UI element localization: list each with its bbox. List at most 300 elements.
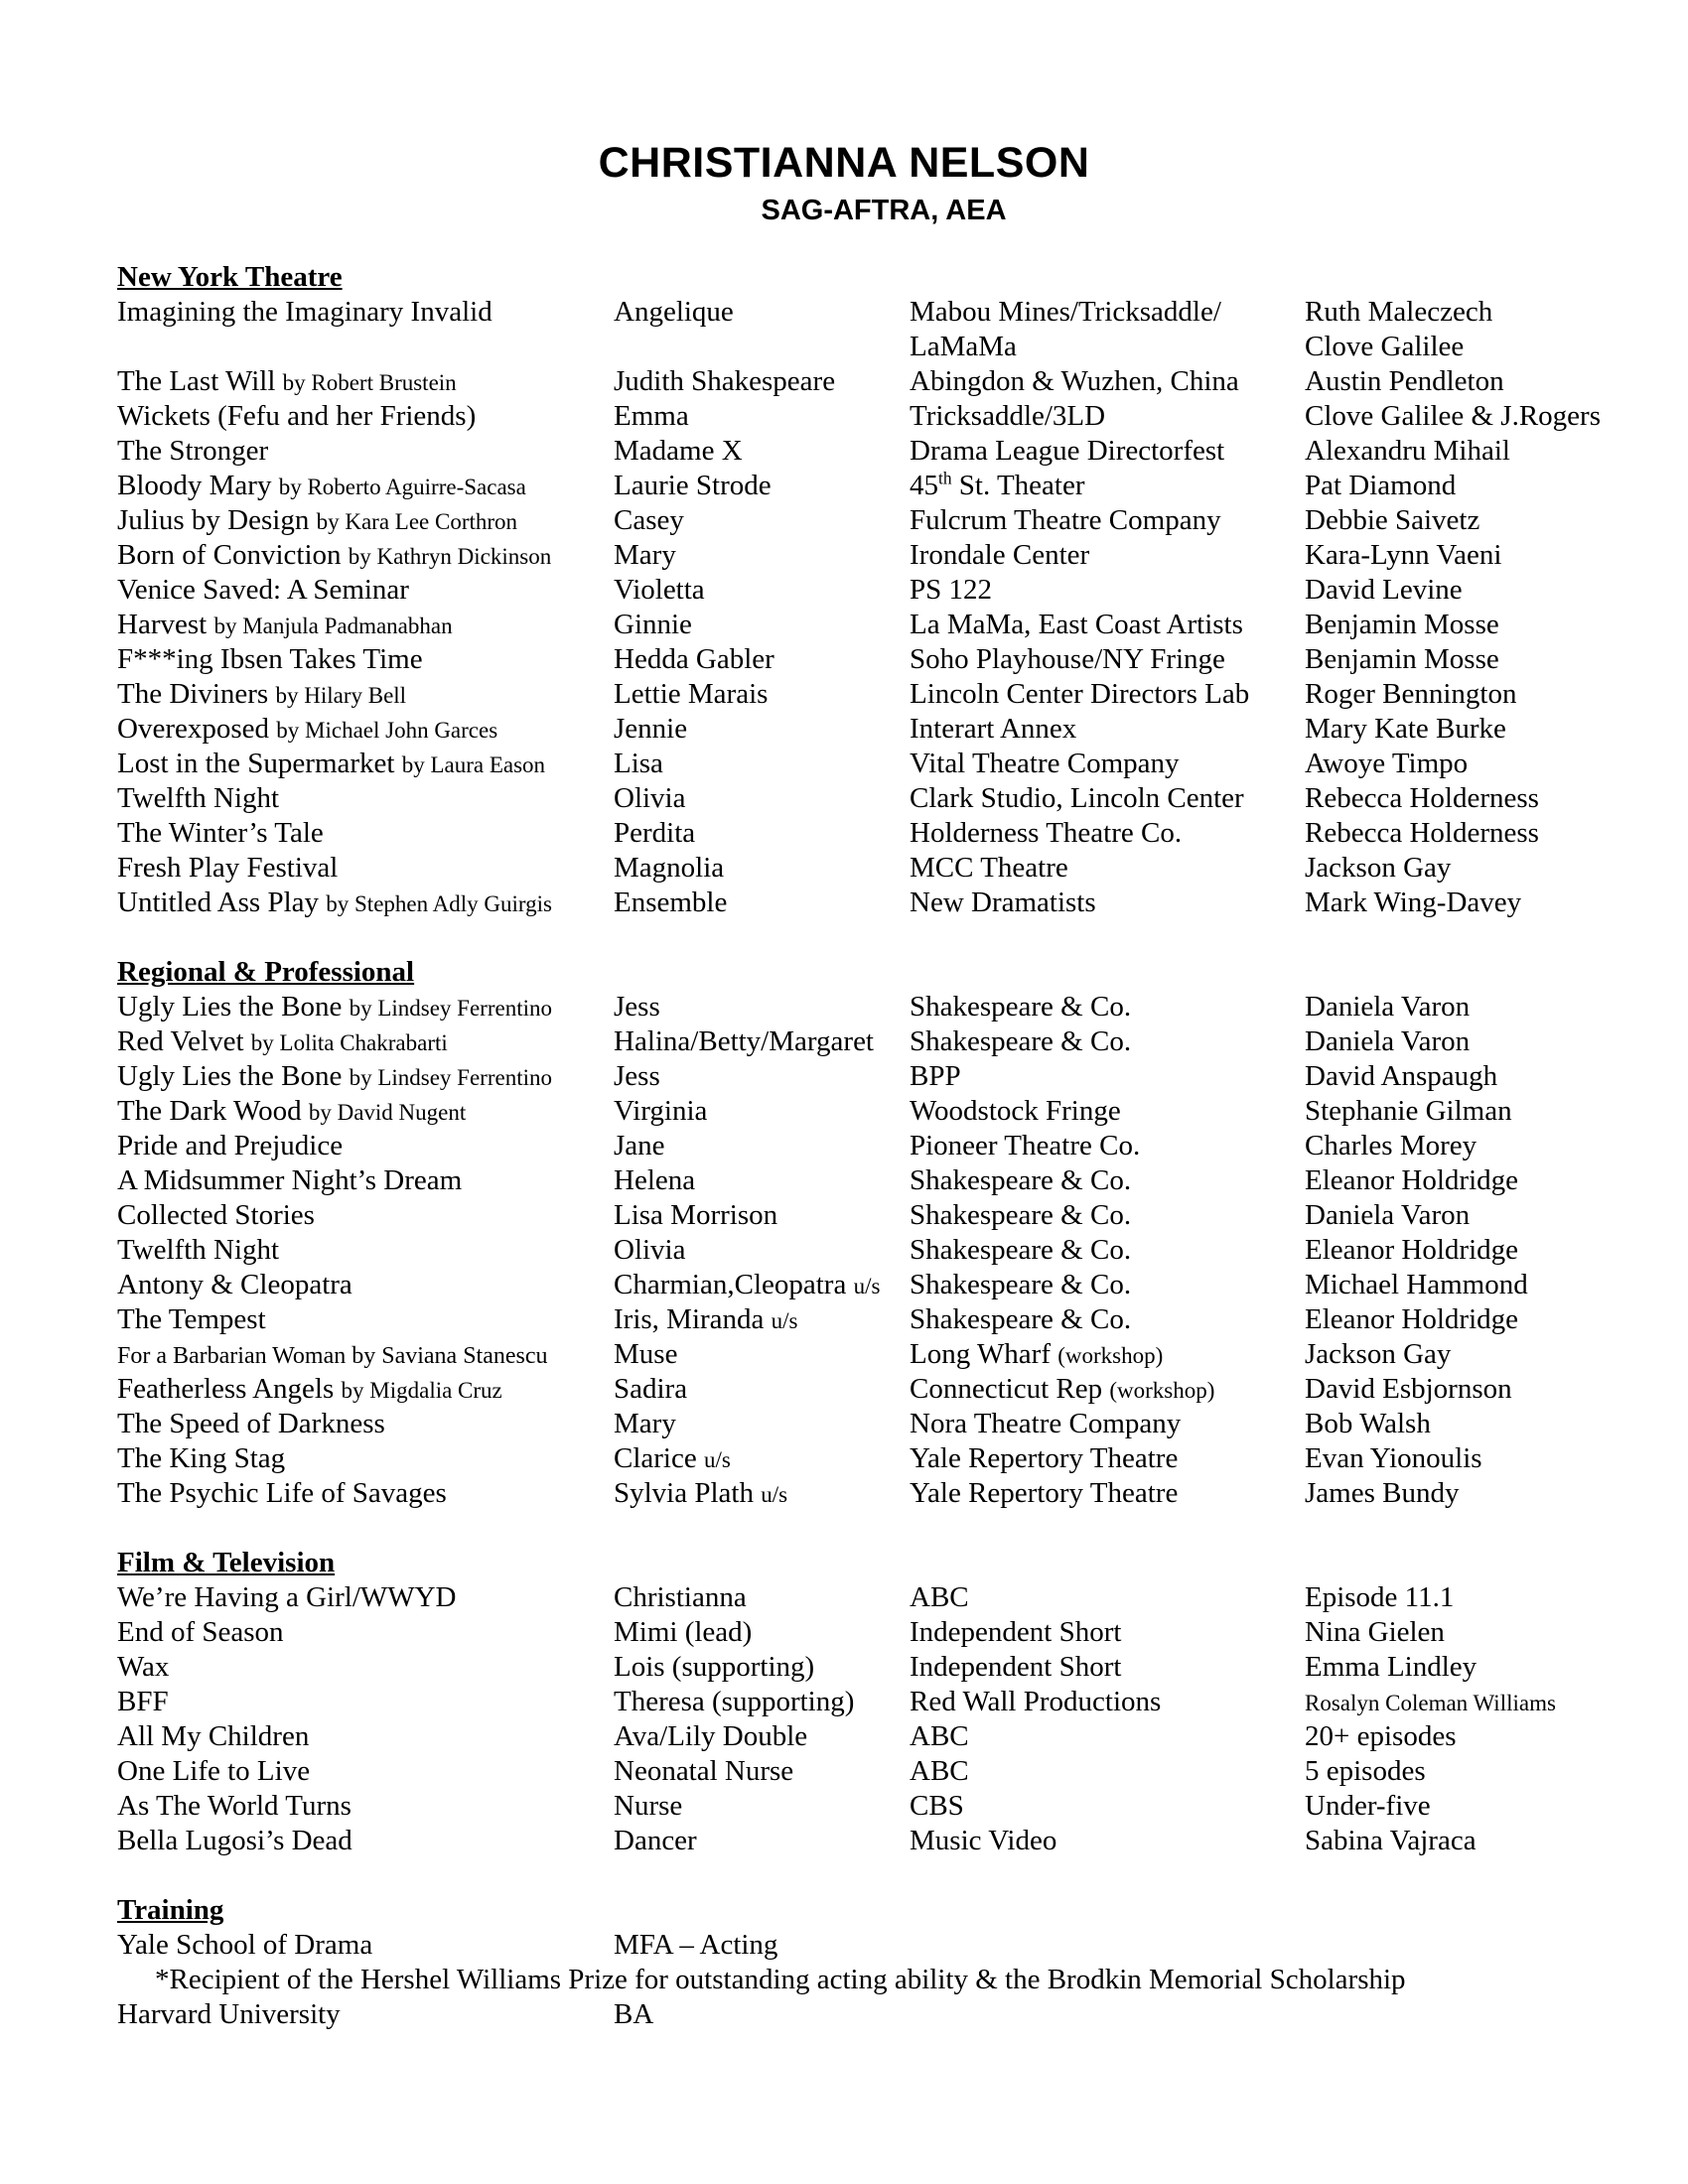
credit-venue: [910, 781, 1244, 816]
venue-name: Tricksaddle/3LD: [910, 400, 1106, 432]
credit-role: [614, 1302, 798, 1338]
credit-row: [117, 851, 1626, 886]
credit-venue: [910, 1441, 1178, 1476]
credit-director: [1305, 1754, 1426, 1789]
credit-title: [117, 1754, 310, 1789]
credit-role-text: Clarice: [614, 1442, 697, 1474]
credit-row: [117, 990, 1626, 1024]
credit-role-text: Ava/Lily Double: [614, 1720, 808, 1752]
credit-role: [614, 1024, 874, 1059]
credit-venue: [910, 1719, 969, 1754]
credit-role: [614, 1059, 660, 1094]
credit-title: [117, 1129, 343, 1163]
credit-title-text: The Winter’s Tale: [117, 817, 324, 849]
credit-role: [614, 1233, 686, 1268]
credit-role: [614, 1163, 695, 1198]
director-name: 20+ episodes: [1305, 1720, 1457, 1752]
credit-role: [614, 851, 724, 886]
director-name: 5 episodes: [1305, 1755, 1426, 1787]
credit-title-text: The Dark Wood: [117, 1095, 302, 1127]
credit-title-text: Bloody Mary: [117, 470, 272, 501]
credit-title-text: Lost in the Supermarket: [117, 748, 395, 779]
credit-role-text: Jane: [614, 1130, 665, 1161]
credit-title-text: The Speed of Darkness: [117, 1408, 385, 1439]
training-row: [117, 1997, 1626, 2032]
credit-title: [117, 1719, 309, 1754]
venue-name: Independent Short: [910, 1616, 1122, 1648]
credit-director: [1305, 712, 1506, 747]
director-name: David Esbjornson: [1305, 1373, 1512, 1405]
credit-venue: [910, 1059, 961, 1094]
director-name: Alexandru Mihail: [1305, 435, 1510, 467]
school: Harvard University: [117, 1998, 341, 2030]
director-name: Rebecca Holderness: [1305, 817, 1539, 849]
credit-row: [117, 642, 1626, 677]
venue-name: Mabou Mines/Tricksaddle/: [910, 296, 1221, 328]
credit-title-text: The Tempest: [117, 1303, 266, 1335]
credit-venue: [910, 816, 1182, 851]
venue-number: 45: [910, 470, 938, 501]
credit-author: by Laura Eason: [401, 752, 546, 777]
credit-title: [117, 1337, 548, 1374]
credit-role-text: Judith Shakespeare: [614, 365, 836, 397]
credit-row: [117, 434, 1626, 469]
school: Yale School of Drama: [117, 1929, 373, 1961]
venue-name: CBS: [910, 1790, 964, 1822]
credit-role: [614, 1407, 676, 1441]
credit-role-text: Lisa: [614, 748, 663, 779]
credit-role-text: Christianna: [614, 1581, 747, 1613]
credit-title-text: Overexposed: [117, 713, 270, 745]
credit-title-text: The Diviners: [117, 678, 269, 710]
venue-name: Long Wharf: [910, 1338, 1051, 1370]
credit-role-text: Sadira: [614, 1373, 688, 1405]
credit-role: [614, 1754, 793, 1789]
credit-title: [117, 399, 476, 434]
credit-row: [117, 1024, 1626, 1059]
venue-name: Lincoln Center Directors Lab: [910, 678, 1250, 710]
credit-role-text: Jess: [614, 991, 660, 1023]
credit-venue: [910, 1129, 1140, 1163]
credit-role: [614, 1650, 814, 1685]
credit-title-text: Bella Lugosi’s Dead: [117, 1825, 352, 1856]
credit-role: [614, 990, 660, 1024]
credit-author: by Migdalia Cruz: [341, 1378, 502, 1403]
credit-director: [1305, 399, 1601, 434]
credit-director: [1305, 642, 1499, 677]
degree: MFA – Acting: [614, 1929, 778, 1961]
credit-title: [117, 712, 497, 748]
credit-title: [117, 503, 517, 539]
credit-director: [1305, 538, 1501, 573]
credit-row: [117, 1441, 1626, 1476]
credit-role: [614, 434, 743, 469]
credit-row: [117, 781, 1626, 816]
director-name: Under-five: [1305, 1790, 1431, 1822]
credit-row: [117, 1719, 1626, 1754]
section-title: Regional & Professional: [117, 956, 415, 988]
credit-director: [1305, 1302, 1518, 1337]
credit-title-text: Born of Conviction: [117, 539, 342, 571]
credit-venue: [910, 1024, 1131, 1059]
credit-title: [117, 1650, 169, 1685]
director-name: David Levine: [1305, 574, 1463, 606]
credit-role-text: Ginnie: [614, 609, 692, 640]
award-note: *Recipient of the Hershel Williams Prize for outstanding acting ability & the Brodkin Memorial Scholarship: [155, 1964, 1406, 1995]
section-title: Film & Television: [117, 1547, 336, 1578]
credit-venue: [910, 1094, 1121, 1129]
credit-director: [1305, 990, 1470, 1024]
credit-role: [614, 1268, 880, 1303]
credit-row: [117, 1302, 1626, 1337]
venue-name: Vital Theatre Company: [910, 748, 1180, 779]
venue-name: La MaMa, East Coast Artists: [910, 609, 1243, 640]
credit-venue: [910, 399, 1105, 434]
credit-role-text: Violetta: [614, 574, 705, 606]
credit-title-text: The Last Will: [117, 365, 276, 397]
credit-role: [614, 538, 676, 573]
credit-title: [117, 1685, 169, 1719]
credit-title: [117, 364, 457, 400]
credit-role: [614, 1094, 707, 1129]
credit-role: [614, 608, 692, 642]
credit-role: [614, 573, 705, 608]
credit-venue: [910, 642, 1225, 677]
credit-author: by Kathryn Dickinson: [348, 544, 552, 569]
credit-title: [117, 1441, 285, 1476]
credit-director: [1305, 364, 1504, 399]
credit-role-text: Laurie Strode: [614, 470, 772, 501]
venue-name: Shakespeare & Co.: [910, 1234, 1132, 1266]
director-name: Clove Galilee & J.Rogers: [1305, 400, 1602, 432]
credit-title: [117, 1094, 466, 1130]
venue-name: ABC: [910, 1720, 969, 1752]
credit-author: by Michael John Garces: [276, 718, 498, 743]
credit-title: [117, 1059, 552, 1095]
credit-role: [614, 677, 768, 712]
venue-name: Nora Theatre Company: [910, 1408, 1182, 1439]
credit-venue: [910, 1754, 969, 1789]
credit-row: [117, 1337, 1626, 1372]
credit-director: [1305, 1337, 1451, 1372]
credit-role: [614, 781, 686, 816]
credit-role: [614, 747, 663, 781]
credit-venue: [910, 573, 992, 608]
credit-row: [117, 469, 1626, 503]
credit-title-text: Red Velvet: [117, 1025, 244, 1057]
credit-title: [117, 1407, 385, 1441]
credit-role-text: Ensemble: [614, 887, 728, 918]
venue-name: Irondale Center: [910, 539, 1090, 571]
venue-name: Drama League Directorfest: [910, 435, 1225, 467]
credit-author: by David Nugent: [308, 1100, 467, 1125]
credit-author: by Manjula Padmanabhan: [213, 614, 453, 638]
credit-title: [117, 1198, 315, 1233]
director-name: Mary Kate Burke: [1305, 713, 1506, 745]
union-affiliations: SAG-AFTRA, AEA: [761, 195, 1007, 226]
credit-director: [1305, 1059, 1497, 1094]
venue-name: Fulcrum Theatre Company: [910, 504, 1221, 536]
credit-title: [117, 1163, 462, 1198]
credit-director: [1305, 1024, 1470, 1059]
credit-title-text: The King Stag: [117, 1442, 286, 1474]
credit-role: [614, 1824, 697, 1858]
section-title: Training: [117, 1894, 224, 1926]
director-name: Jackson Gay: [1305, 1338, 1452, 1370]
director-name: Bob Walsh: [1305, 1408, 1431, 1439]
credit-title-text: Harvest: [117, 609, 208, 640]
credit-row: [117, 1824, 1626, 1858]
credit-title-text: The Stronger: [117, 435, 269, 467]
credit-row: [117, 712, 1626, 747]
credit-title: [117, 608, 453, 643]
credit-role-text: Lisa Morrison: [614, 1199, 778, 1231]
credit-title: [117, 1233, 279, 1268]
credit-row: [117, 1198, 1626, 1233]
credit-title-text: Ugly Lies the Bone: [117, 1060, 343, 1092]
credit-author: by Lindsey Ferrentino: [349, 996, 552, 1021]
credit-title-text: Fresh Play Festival: [117, 852, 339, 884]
venue-name: Music Video: [910, 1825, 1057, 1856]
credit-director: [1305, 1268, 1528, 1302]
director-name: Episode 11.1: [1305, 1581, 1455, 1613]
credit-role-text: Perdita: [614, 817, 696, 849]
credit-title: [117, 677, 406, 713]
director-name: Roger Bennington: [1305, 678, 1517, 710]
credit-row: [117, 1233, 1626, 1268]
credit-title-text: Collected Stories: [117, 1199, 315, 1231]
director-name: Benjamin Mosse: [1305, 643, 1499, 675]
section-training: [117, 1893, 1626, 2032]
credit-director: [1305, 295, 1492, 364]
credit-venue: [910, 1233, 1131, 1268]
credit-role: [614, 816, 695, 851]
credit-title-text: Featherless Angels: [117, 1373, 335, 1405]
credit-director: [1305, 608, 1499, 642]
credit-title: [117, 851, 338, 886]
director-name: Awoye Timpo: [1305, 748, 1469, 779]
credit-title-text: Ugly Lies the Bone: [117, 991, 343, 1023]
credit-role-text: Olivia: [614, 1234, 686, 1266]
credit-role-text: Sylvia Plath: [614, 1477, 754, 1509]
credit-role: [614, 399, 689, 434]
credit-role-text: Lois (supporting): [614, 1651, 815, 1683]
credit-row: [117, 503, 1626, 538]
credit-title: [117, 816, 324, 851]
credit-role: [614, 295, 734, 330]
credit-title-text: End of Season: [117, 1616, 284, 1648]
venue-name: PS 122: [910, 574, 993, 606]
credit-row: [117, 886, 1626, 920]
venue-name: Shakespeare & Co.: [910, 1303, 1132, 1335]
venue-name: Clark Studio, Lincoln Center: [910, 782, 1244, 814]
credit-row: [117, 1615, 1626, 1650]
credit-author: by Lolita Chakrabarti: [250, 1030, 448, 1055]
credit-row: [117, 1476, 1626, 1511]
director-name: Daniela Varon: [1305, 1025, 1471, 1057]
venue-name: Connecticut Rep: [910, 1373, 1103, 1405]
credit-director: [1305, 1163, 1518, 1198]
credit-director: [1305, 1441, 1482, 1476]
credit-director: [1305, 1685, 1556, 1720]
credit-title: [117, 747, 545, 782]
credit-venue: [910, 851, 1068, 886]
director-name: Michael Hammond: [1305, 1269, 1528, 1300]
credit-row: [117, 573, 1626, 608]
credit-title: [117, 990, 552, 1025]
director-name: Austin Pendleton: [1305, 365, 1504, 397]
credit-title: [117, 886, 552, 921]
director-name: Pat Diamond: [1305, 470, 1457, 501]
credit-role-text: Mary: [614, 539, 676, 571]
credit-title: [117, 1615, 284, 1650]
credit-author: by Kara Lee Corthron: [316, 509, 518, 534]
credit-row: [117, 1789, 1626, 1824]
director-name: Emma Lindley: [1305, 1651, 1477, 1683]
credit-role-text: Theresa (supporting): [614, 1686, 855, 1717]
credit-venue: [910, 1580, 969, 1615]
venue-name: ABC: [910, 1755, 969, 1787]
credit-director: [1305, 1719, 1456, 1754]
understudy-note: u/s: [703, 1447, 731, 1472]
credit-title-text: F***ing Ibsen Takes Time: [117, 643, 423, 675]
credit-author: by Stephen Adly Guirgis: [326, 891, 552, 916]
credit-venue: [910, 503, 1221, 538]
venue-name: ABC: [910, 1581, 969, 1613]
credit-title: [117, 1302, 266, 1337]
credit-director: [1305, 1407, 1431, 1441]
credit-title: [117, 1476, 447, 1511]
credit-role-text: Helena: [614, 1164, 696, 1196]
credit-title: [117, 781, 279, 816]
degree: BA: [614, 1998, 654, 2030]
understudy-note: u/s: [771, 1308, 798, 1333]
credit-author: by Lindsey Ferrentino: [349, 1065, 552, 1090]
credit-row: [117, 1407, 1626, 1441]
venue-name: BPP: [910, 1060, 961, 1092]
credit-title-text: Julius by Design: [117, 504, 310, 536]
credit-row: [117, 1094, 1626, 1129]
venue-name: Shakespeare & Co.: [910, 1025, 1132, 1057]
workshop-note: (workshop): [1057, 1343, 1164, 1368]
venue-name: Shakespeare & Co.: [910, 1164, 1132, 1196]
credit-title: [117, 1580, 457, 1615]
credit-row: [117, 399, 1626, 434]
credit-author: by Hilary Bell: [275, 683, 407, 708]
director-name: Kara-Lynn Vaeni: [1305, 539, 1502, 571]
credit-role: [614, 1719, 807, 1754]
credit-title-text: Twelfth Night: [117, 782, 280, 814]
credit-venue: [910, 1163, 1131, 1198]
credit-role: [614, 1372, 687, 1407]
understudy-note: u/s: [853, 1274, 881, 1298]
credit-director: [1305, 469, 1456, 503]
credit-role-text: Jess: [614, 1060, 660, 1092]
credit-role-text: Nurse: [614, 1790, 683, 1822]
credit-venue: [910, 1302, 1131, 1337]
credit-director: [1305, 1094, 1512, 1129]
credit-role-text: Hedda Gabler: [614, 643, 774, 675]
credit-role: [614, 1685, 854, 1719]
credit-title: [117, 573, 409, 608]
credit-row: [117, 364, 1626, 399]
director-name: Stephanie Gilman: [1305, 1095, 1512, 1127]
credit-venue: [910, 1685, 1161, 1719]
venue-name: Shakespeare & Co.: [910, 1269, 1132, 1300]
credit-venue: [910, 538, 1089, 573]
credit-row: [117, 1059, 1626, 1094]
section-regional-professional: [117, 955, 1626, 1511]
venue-name: MCC Theatre: [910, 852, 1068, 884]
credit-venue: [910, 886, 1096, 920]
credit-director: [1305, 816, 1539, 851]
credit-row: [117, 1268, 1626, 1302]
credit-role-text: Olivia: [614, 782, 686, 814]
credit-title-text: As The World Turns: [117, 1790, 352, 1822]
director-name: Mark Wing-Davey: [1305, 887, 1522, 918]
credit-title: [117, 1268, 352, 1302]
credit-row: [117, 1580, 1626, 1615]
credit-role-text: Angelique: [614, 296, 734, 328]
credit-director: [1305, 747, 1468, 781]
venue-ordinal: th: [938, 468, 952, 488]
credit-title: [117, 1024, 448, 1060]
section-film-television: [117, 1546, 1626, 1858]
venue-name: St. Theater: [951, 470, 1085, 501]
venue-name: Independent Short: [910, 1651, 1122, 1683]
director-name: Evan Yionoulis: [1305, 1442, 1482, 1474]
credit-title-text: Wax: [117, 1651, 170, 1683]
credit-title: [117, 1824, 352, 1858]
credit-row: [117, 1650, 1626, 1685]
credit-role: [614, 712, 687, 747]
credit-title: [117, 469, 526, 504]
director-name: Charles Morey: [1305, 1130, 1477, 1161]
credit-title: [117, 1789, 352, 1824]
venue-name: Soho Playhouse/NY Fringe: [910, 643, 1225, 675]
venue-name: Woodstock Fringe: [910, 1095, 1121, 1127]
credit-title-text: Untitled Ass Play: [117, 887, 320, 918]
credit-director: [1305, 503, 1479, 538]
credit-role: [614, 469, 772, 503]
director-name: Daniela Varon: [1305, 1199, 1471, 1231]
credit-venue: [910, 1789, 964, 1824]
credit-role: [614, 1615, 752, 1650]
credit-role-text: Halina/Betty/Margaret: [614, 1025, 874, 1057]
credit-role-text: Jennie: [614, 713, 688, 745]
credit-venue: [910, 1372, 1214, 1408]
credit-role-text: Dancer: [614, 1825, 697, 1856]
credit-director: [1305, 1476, 1459, 1511]
credit-row: [117, 677, 1626, 712]
credit-role-text: Lettie Marais: [614, 678, 769, 710]
credit-venue: [910, 747, 1180, 781]
venue-name: New Dramatists: [910, 887, 1096, 918]
credit-title-text: Antony & Cleopatra: [117, 1269, 352, 1300]
credit-venue: [910, 712, 1076, 747]
credit-venue: [910, 1407, 1181, 1441]
credit-role-text: Muse: [614, 1338, 678, 1370]
credit-role: [614, 1580, 747, 1615]
credit-venue: [910, 1615, 1121, 1650]
credit-venue: [910, 434, 1224, 469]
credit-venue: [910, 1337, 1163, 1373]
venue-name: Pioneer Theatre Co.: [910, 1130, 1141, 1161]
credit-role-text: Iris, Miranda: [614, 1303, 765, 1335]
credit-director: [1305, 1615, 1445, 1650]
credit-title-text: For a Barbarian Woman by Saviana Stanescu: [117, 1343, 548, 1369]
credit-title-text: We’re Having a Girl/WWYD: [117, 1581, 457, 1613]
